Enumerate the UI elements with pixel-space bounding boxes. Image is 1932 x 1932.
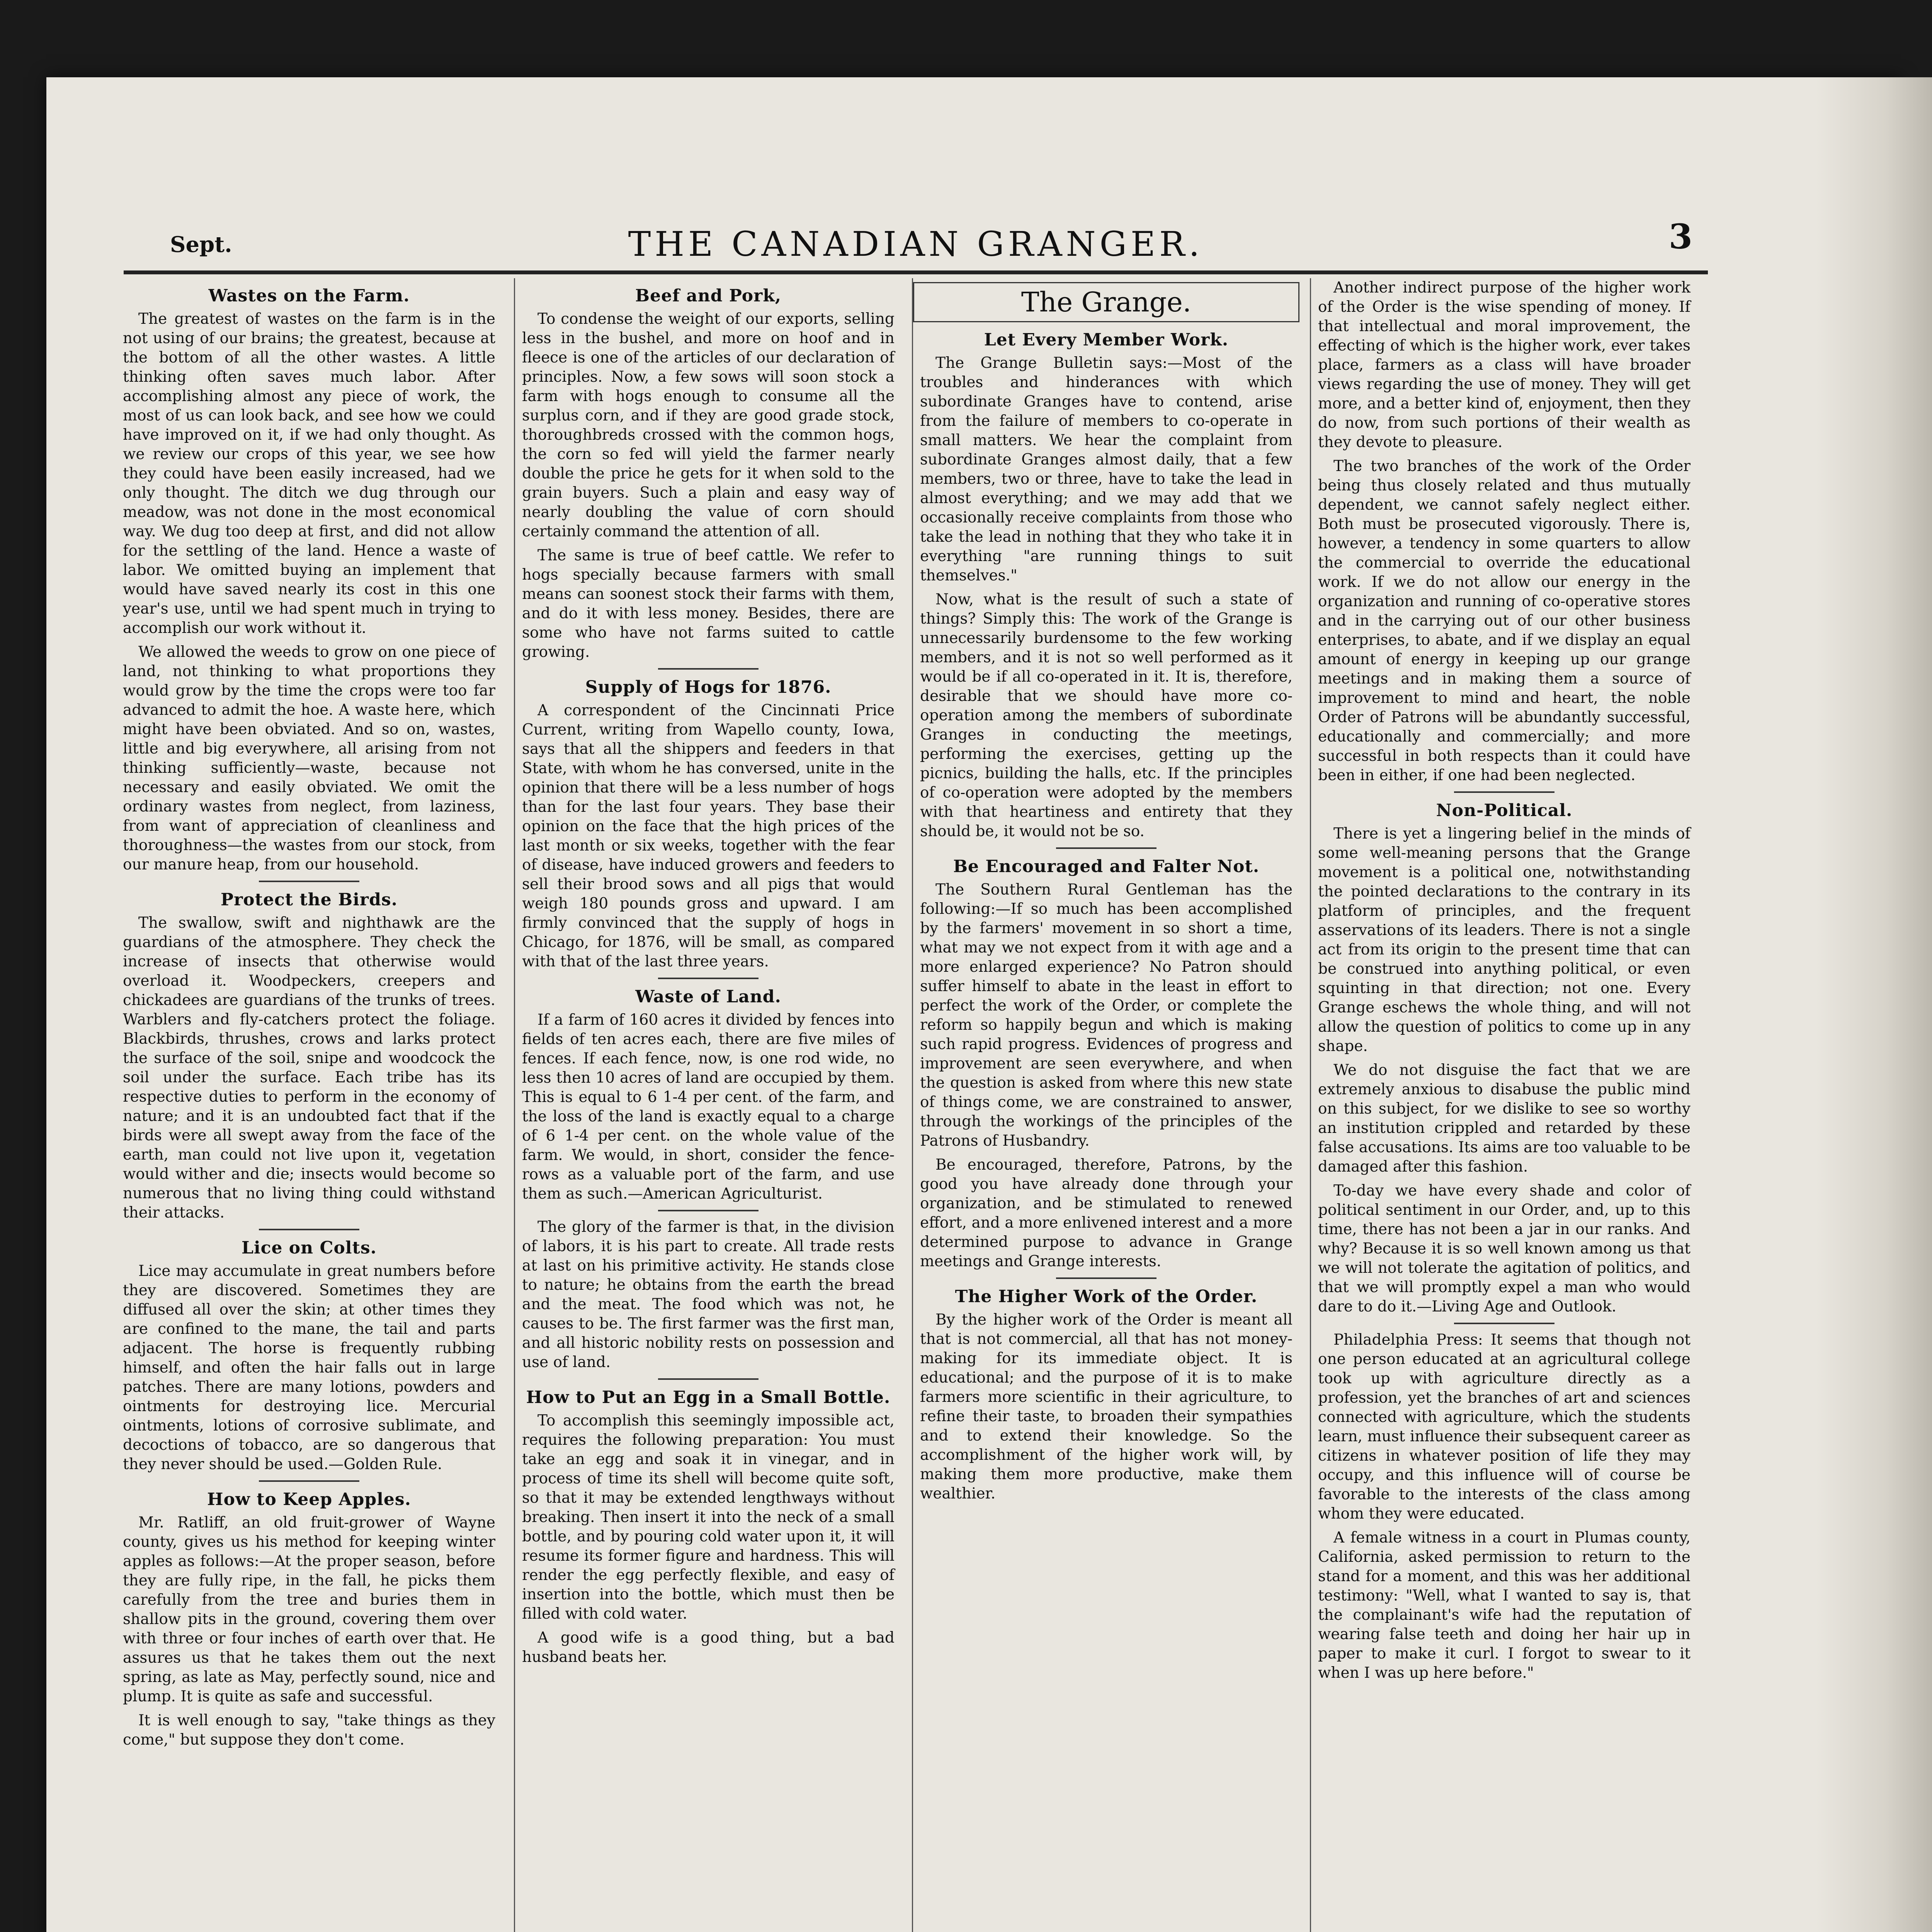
article-paragraph: A correspondent of the Cincinnati Price Current, writing from Wapello county, Iowa, says that all the shippers and feeders in that State, with whom he has conversed, unite in the opinion that there will be a less number of hogs than for the last four years. They base their opinion on the face that the high prices of the last month or six weeks, together with the fear of disease, have induced growers and feeders to sell their brood sows and all pigs that would weigh 180 pounds gross and upward. I am firmly convinced that the supply of hogs in Chicago, for 1876, will be small, as compared with that of the last three years. [522,702,895,970]
article-heading: Non-Political. [1436,801,1573,820]
article-paragraph: Mr. Ratliff, an old fruit-grower of Wayne county, gives us his method for keeping winter apples as follows:—At the proper season, before they are fully ripe, in the fall, he picks them carefully from the tree and buries them in shallow pits in the ground, covering them over with three or four inches of earth over that. He assures us that he takes them out the next spring, as late as May, perfectly sound, nice and plump. It is quite as safe and successful. [123,1514,495,1705]
article-heading: Supply of Hogs for 1876. [585,677,832,697]
article-paragraph: To accomplish this seemingly impossible act, requires the following preparation: You must take an egg and soak it in vinegar, and in process of time its shell will become quite soft, so that it may be extended lengthways without breaking. Then insert it into the neck of a small bottle, and by pouring cold water upon it, it will resume its former figure and hardness. This will render the egg perfectly flexible, and easy of insertion into the bottle, which must then be filled with cold water. [522,1412,895,1622]
article-paragraph: The glory of the farmer is that, in the division of labors, it is his part to create. All trade rests at last on his primitive activity. He stands close to nature; he obtains from the earth the bread and the meat. The food which was not, he causes to be. The first farmer was the first man, and all historic nobility rests on possession and use of land. [522,1218,895,1371]
article-paragraph: A female witness in a court in Plumas county, California, asked permission to return to the stand for a moment, and this was her additional testimony: "Well, what I wanted to say is, that the complainant's wife had the reputation of wearing false teeth and doing her hair up in paper to make it curl. I forgot to swear to it when I was up here before." [1318,1529,1690,1682]
issue-date: Sept. [170,232,232,257]
divider [1454,1323,1554,1324]
column-2 [514,278,901,1932]
article-paragraph: The greatest of wastes on the farm is in the not using of our brains; the greatest, because at the bottom of all the other wastes. A little thinking often saves much labor. After accomplishing almost any piece of work, the most of us can look back, and see how we could have improved on it, if we had only thought. As we review our crops of this year, we see how they could have been easily increased, had we only thought. The ditch we dug through our meadow, was not done in the most economical way. We dug too deep at first, and did not allow for the settling of the land. Hence a waste of labor. We omitted buying an implement that would have saved nearly its cost in this one year's use, until we had spent much in trying to accomplish our work without it. [123,310,495,637]
divider [1056,847,1156,849]
article-paragraph: The Southern Rural Gentleman has the following:—If so much has been accomplished by the farmers' movement in so short a time, what may we not expect from it with age and a more enlarged experience? No Patron should suffer himself to abate in the least in effort to perfect the work of the Order, or complete the reform so happily begun and which is making such rapid progress. Evidences of progress and improvement are seen everywhere, and when the question is asked from where this new state of things come, we are constrained to answer, through the workings of the principles of the Patrons of Husbandry. [920,881,1293,1150]
article-paragraph: The swallow, swift and nighthawk are the guardians of the atmosphere. They check the increase of insects that otherwise would overload it. Woodpeckers, creepers and chickadees are guardians of the trunks of trees. Warblers and fly-catchers protect the foliage. Blackbirds, thrushes, crows and larks protect the surface of the soil, snipe and woodcock the soil under the surface. Each tribe has its respective duties to perform in the economy of nature; and it is an undoubted fact that if the birds were all swept away from the face of the earth, man could not live upon it, vegetation would wither and die; insects would become so numerous that no living thing could withstand their attacks. [123,914,495,1221]
article-paragraph: There is yet a lingering belief in the minds of some well-meaning persons that the Grange movement is a political one, notwithstanding the pointed declarations to the contrary in its platform of principles, and the frequent asservations of its leaders. There is not a single act from its origin to the present time that can be construed into anything political, or even squinting in that direction; not one. Every Grange eschews the whole thing, and will not allow the question of politics to come up in any shape. [1318,825,1690,1055]
divider [1056,1277,1156,1279]
article-paragraph: To condense the weight of our exports, selling less in the bushel, and more on hoof and in fleece is one of the articles of our declaration of principles. Now, a few sows will soon stock a farm with hogs enough to consume all the surplus corn, and if they are good grade stock, thoroughbreds crossed with the common hogs, the corn so fed will yield the farmer nearly double the price he gets for it when sold to the grain buyers. Such a plain and easy way of nearly doubling the value of corn should certainly command the attention of all. [522,310,895,540]
article-heading: Protect the Birds. [221,890,398,910]
divider [259,1480,359,1482]
divider [259,1229,359,1230]
footnote: A good wife is a good thing, but a bad husband beats her. [522,1629,895,1666]
article-paragraph: We allowed the weeds to grow on one piece of land, not thinking to what proportions they would grow by the time the crops were too far advanced to admit the hoe. A waste here, which might have been obviated. And so on, wastes, little and big everywhere, all arising from not thinking sufficiently—waste, because not necessary and easily obviated. We omit the ordinary wastes from neglect, from laziness, from want of appreciation of cleanliness and thoroughness—the wastes from our stock, from our manure heap, from our household. [123,643,495,873]
divider [658,978,759,979]
article-columns [116,278,1712,1932]
page-edge [1816,77,1932,1932]
divider [259,881,359,882]
article-paragraph: The two branches of the work of the Order being thus closely related and thus mutually dependent, we cannot safely neglect either. Both must be prosecuted vigorously. There is, however, a tendency in some quarters to allow the commercial to override the educational work. If we do not allow our energy in the organization and running of co-operative stores and in the carrying out of our other business enterprises, to abate, and if we display an equal amount of energy in keeping up our grange meetings and in making them a source of improvement to mind and heart, the noble Order of Patrons will be abundantly successful, educationally and commercially; and more successful in both respects than it could have been in either, if one had been neglected. [1318,457,1690,784]
article-heading: Be Encouraged and Falter Not. [953,857,1260,876]
article-paragraph: Another indirect purpose of the higher work of the Order is the wise spending of money. If that intellectual and moral improvement, the effecting of which is the higher work, ever takes place, farmers as a class will have broader views regarding the use of money. They will get more, and a better kind of, enjoyment, then they do now, from such portions of their wealth as they devote to pleasure. [1318,279,1690,451]
article-paragraph: The Grange Bulletin says:—Most of the troubles and hinderances with which subordinate Granges have to contend, arise from the failure of members to co-operate in small matters. We hear the complaint from subordinate Granges almost daily, that a few members, two or three, have to take the lead in almost everything; and we may add that we occasionally receive complaints from those who take the lead in nothing that they who take it in everything "are running things to suit themselves." [920,354,1293,584]
article-heading: How to Keep Apples. [207,1490,411,1509]
article-heading: The Higher Work of the Order. [955,1287,1258,1306]
article-paragraph: Now, what is the result of such a state of things? Simply this: The work of the Grange is unnecessarily burdensome to the few working members, and it is not so well performed as it would be if all co-operated in it. It is, therefore, desirable that we should have more co-operation among the members of subordinate Granges in conducting the meetings, performing the exercises, getting up the picnics, building the halls, etc. If the principles of co-operation were adopted by the members with that heartiness and entirety that they should be, it would not be so. [920,591,1293,840]
article-paragraph: To-day we have every shade and color of political sentiment in our Order, and, up to this time, there has not been a jar in our ranks. And why? Because it is so well known among us that we will not tolerate the agitation of politics, and that we will promptly expel a man who would dare to do it.—Living Age and Outlook. [1318,1182,1690,1315]
column-3 [912,278,1299,1932]
article-heading: Beef and Pork, [635,286,782,306]
newspaper-title: THE CANADIAN GRANGER. [628,224,1204,264]
divider [658,668,759,670]
divider [658,1378,759,1380]
article-paragraph: Philadelphia Press: It seems that though not one person educated at an agricultural college took up with agriculture directly as a profession, yet the branches of art and sciences connected with agriculture, which the students learn, must influence their subsequent career as citizens in whatever position of life they may occupy, and this influence will of course be favorable to the interests of the class among whom they were educated. [1318,1331,1690,1522]
divider [658,1210,759,1211]
article-heading: Lice on Colts. [242,1238,377,1258]
column-4 [1310,278,1697,1932]
article-paragraph: Lice may accumulate in great numbers before they are discovered. Sometimes they are diffused all over the skin; at other times they are confined to the mane, the tail and parts adjacent. The horse is frequently rubbing himself, and often the hair falls out in large patches. There are many lotions, powders and ointments for destroying lice. Mercurial ointments, lotions of corrosive sublimate, and decoctions of tobacco, are so dangerous that they never should be used.—Golden Rule. [123,1262,495,1473]
article-heading: How to Put an Egg in a Small Bottle. [526,1388,891,1407]
article-paragraph: By the higher work of the Order is meant all that is not commercial, all that has not money-making for its immediate object. It is educational; and the purpose of it is to make farmers more scientific in their agriculture, to refine their taste, to broaden their sympathies and to extend their knowledge. So the accomplishment of the higher work will, by making them more productive, make them wealthier. [920,1311,1293,1502]
article-heading: Let Every Member Work. [984,330,1229,350]
masthead [124,209,1708,274]
footnote: It is well enough to say, "take things as they come," but suppose they don't come. [123,1712,495,1748]
article-heading: Wastes on the Farm. [208,286,410,306]
article-paragraph: The same is true of beef cattle. We refer to hogs specially because farmers with small means can soonest stock their farms with them, and do it with less money. Besides, there are some who have not farms suited to cattle growing. [522,547,895,661]
section-title: The Grange. [913,282,1299,322]
article-paragraph: Be encouraged, therefore, Patrons, by the good you have already done through your organization, and be stimulated to renewed effort, and a more enlivened interest and a more determined purpose to advance in Grange meetings and Grange interests. [920,1156,1293,1270]
article-paragraph: If a farm of 160 acres it divided by fences into fields of ten acres each, there are five miles of fences. If each fence, now, is one rod wide, no less then 10 acres of land are occupied by them. This is equal to 6 1-4 per cent. of the farm, and the loss of the land is exactly equal to a charge of 6 1-4 per cent. on the whole value of the farm. We would, in short, consider the fence-rows as a valuable port of the farm, and use them as such.—American Agriculturist. [522,1011,895,1202]
page-number: 3 [1668,216,1692,257]
article-paragraph: We do not disguise the fact that we are extremely anxious to disabuse the public mind on this subject, for we dislike to see so worthy an institution crippled and retarded by these false accusations. Its aims are too valuable to be damaged after this fashion. [1318,1061,1690,1175]
article-heading: Waste of Land. [635,987,781,1007]
column-1 [116,278,502,1932]
divider [1454,791,1554,793]
